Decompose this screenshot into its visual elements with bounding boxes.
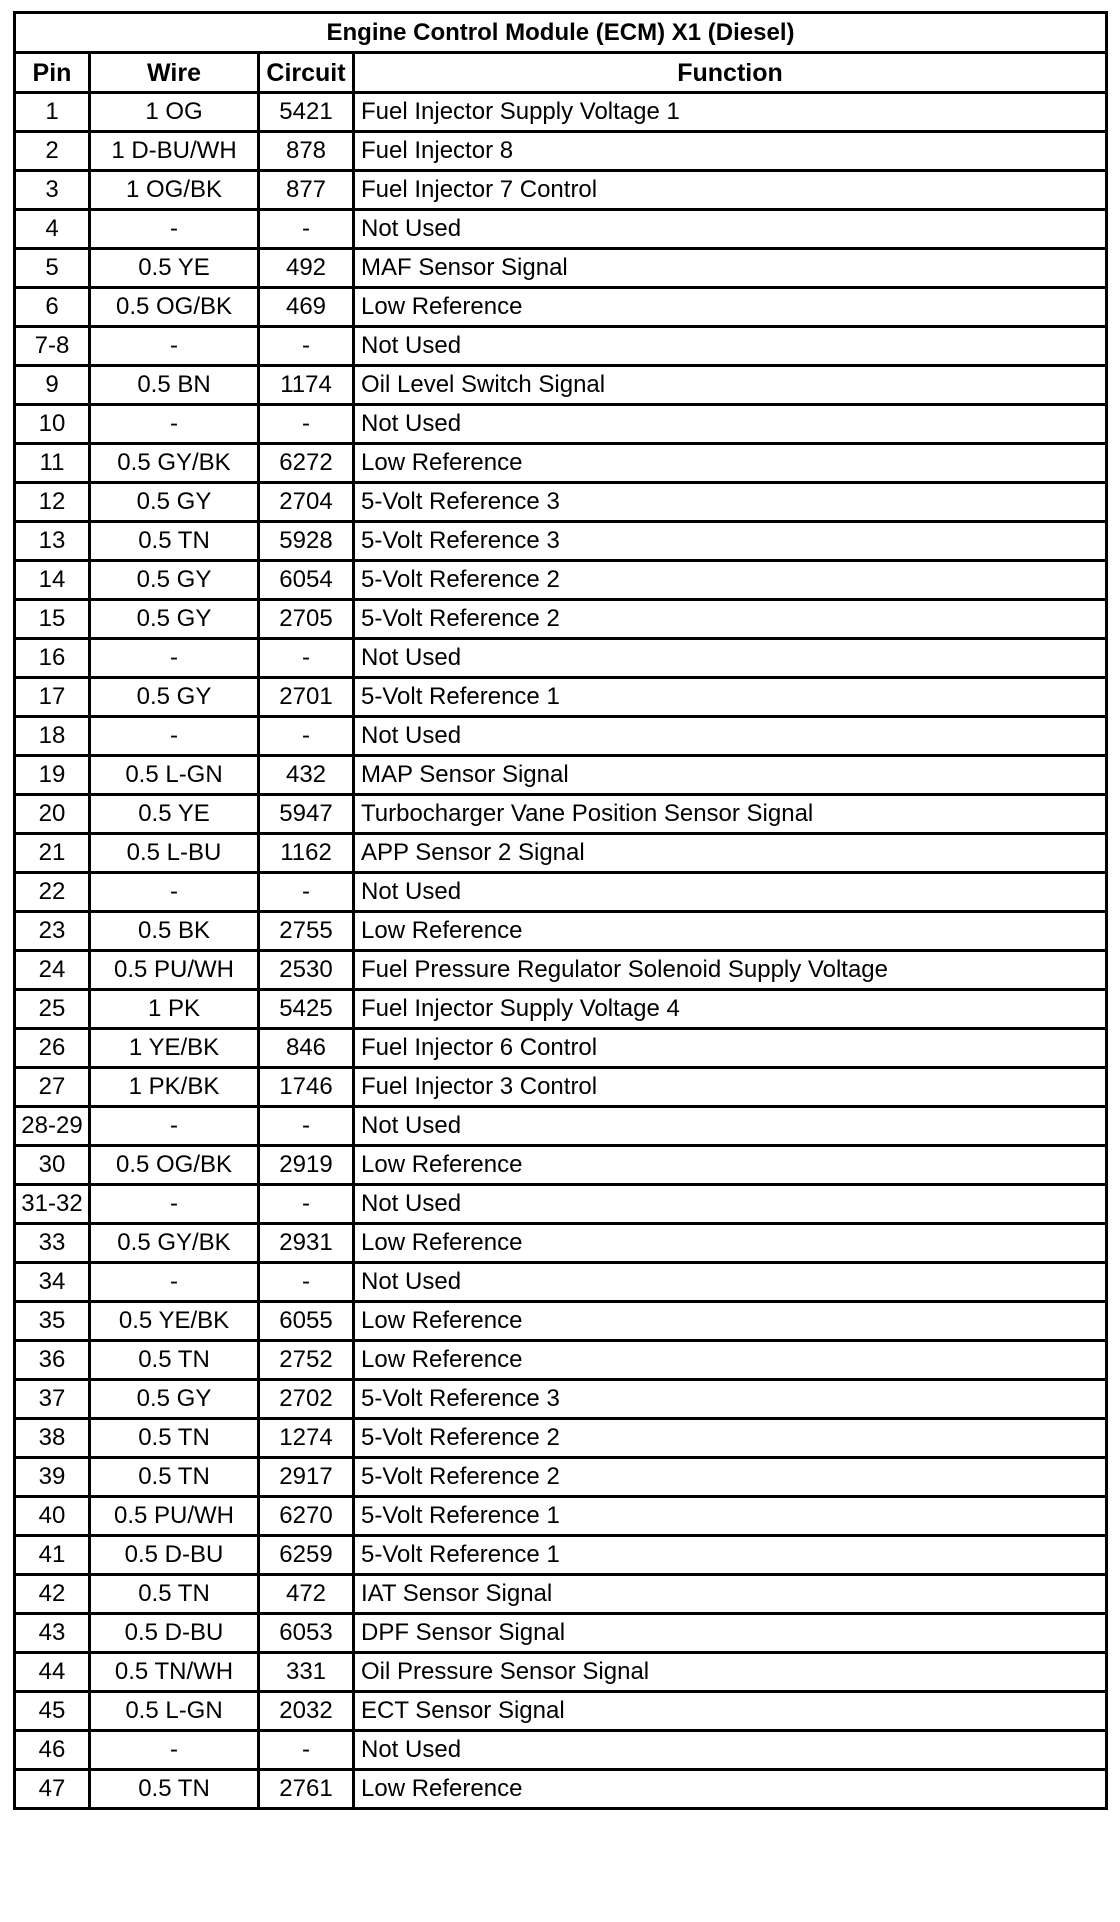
circuit-cell: 877	[259, 171, 354, 210]
circuit-cell: 5425	[259, 990, 354, 1029]
circuit-cell: -	[259, 210, 354, 249]
wire-cell: 0.5 YE/BK	[90, 1302, 259, 1341]
circuit-cell: 331	[259, 1653, 354, 1692]
circuit-cell: 5421	[259, 93, 354, 132]
function-cell: Low Reference	[354, 1302, 1107, 1341]
function-cell: Low Reference	[354, 1341, 1107, 1380]
pin-cell: 44	[15, 1653, 90, 1692]
pin-cell: 35	[15, 1302, 90, 1341]
pin-cell: 23	[15, 912, 90, 951]
table-row	[15, 1575, 1107, 1614]
table-row	[15, 561, 1107, 600]
wire-cell: 0.5 YE	[90, 795, 259, 834]
column-header-wire: Wire	[90, 53, 259, 93]
circuit-cell: 1162	[259, 834, 354, 873]
pin-cell: 21	[15, 834, 90, 873]
pin-cell: 27	[15, 1068, 90, 1107]
pin-cell: 2	[15, 132, 90, 171]
function-cell: Fuel Injector 8	[354, 132, 1107, 171]
circuit-cell: 1746	[259, 1068, 354, 1107]
table-row	[15, 1380, 1107, 1419]
pin-cell: 4	[15, 210, 90, 249]
function-cell: Low Reference	[354, 444, 1107, 483]
function-cell: Not Used	[354, 717, 1107, 756]
wire-cell: 1 OG/BK	[90, 171, 259, 210]
pin-cell: 43	[15, 1614, 90, 1653]
wire-cell: 0.5 OG/BK	[90, 288, 259, 327]
wire-cell: 1 PK	[90, 990, 259, 1029]
column-header-pin: Pin	[15, 53, 90, 93]
circuit-cell: -	[259, 717, 354, 756]
table-title-row	[15, 13, 1107, 53]
wire-cell: 0.5 GY/BK	[90, 444, 259, 483]
table-row	[15, 1653, 1107, 1692]
function-cell: Oil Level Switch Signal	[354, 366, 1107, 405]
pin-cell: 39	[15, 1458, 90, 1497]
wire-cell: -	[90, 210, 259, 249]
wire-cell: 1 YE/BK	[90, 1029, 259, 1068]
pin-cell: 28-29	[15, 1107, 90, 1146]
function-cell: 5-Volt Reference 2	[354, 561, 1107, 600]
table-row	[15, 1731, 1107, 1770]
table-row	[15, 132, 1107, 171]
circuit-cell: -	[259, 1107, 354, 1146]
circuit-cell: 6270	[259, 1497, 354, 1536]
pin-cell: 38	[15, 1419, 90, 1458]
pin-cell: 10	[15, 405, 90, 444]
table-row	[15, 1107, 1107, 1146]
circuit-cell: 432	[259, 756, 354, 795]
table-row	[15, 873, 1107, 912]
wire-cell: 0.5 BK	[90, 912, 259, 951]
wire-cell: 0.5 GY	[90, 561, 259, 600]
wire-cell: 0.5 TN	[90, 1575, 259, 1614]
pin-cell: 31-32	[15, 1185, 90, 1224]
table-row	[15, 1458, 1107, 1497]
pin-cell: 11	[15, 444, 90, 483]
circuit-cell: 2752	[259, 1341, 354, 1380]
table-row	[15, 1029, 1107, 1068]
function-cell: Oil Pressure Sensor Signal	[354, 1653, 1107, 1692]
table-row	[15, 522, 1107, 561]
circuit-cell: 492	[259, 249, 354, 288]
wire-cell: 0.5 L-GN	[90, 756, 259, 795]
circuit-cell: 6272	[259, 444, 354, 483]
function-cell: 5-Volt Reference 1	[354, 1536, 1107, 1575]
circuit-cell: -	[259, 639, 354, 678]
circuit-cell: 1274	[259, 1419, 354, 1458]
table-row	[15, 1185, 1107, 1224]
wire-cell: -	[90, 873, 259, 912]
function-cell: Not Used	[354, 1263, 1107, 1302]
table-row	[15, 1536, 1107, 1575]
wire-cell: 0.5 TN	[90, 1419, 259, 1458]
table-row	[15, 444, 1107, 483]
table-row	[15, 678, 1107, 717]
table-row	[15, 483, 1107, 522]
circuit-cell: -	[259, 327, 354, 366]
table-row	[15, 93, 1107, 132]
table-row	[15, 1068, 1107, 1107]
table-row	[15, 1302, 1107, 1341]
pin-cell: 12	[15, 483, 90, 522]
wire-cell: 1 PK/BK	[90, 1068, 259, 1107]
wire-cell: -	[90, 1107, 259, 1146]
table-row	[15, 1224, 1107, 1263]
function-cell: 5-Volt Reference 2	[354, 1419, 1107, 1458]
table-header-row	[15, 53, 1107, 93]
function-cell: Low Reference	[354, 912, 1107, 951]
pin-cell: 15	[15, 600, 90, 639]
function-cell: Fuel Injector 6 Control	[354, 1029, 1107, 1068]
pin-cell: 36	[15, 1341, 90, 1380]
pin-cell: 33	[15, 1224, 90, 1263]
function-cell: Turbocharger Vane Position Sensor Signal	[354, 795, 1107, 834]
table-row	[15, 405, 1107, 444]
table-row	[15, 171, 1107, 210]
table-row	[15, 717, 1107, 756]
function-cell: ECT Sensor Signal	[354, 1692, 1107, 1731]
pin-cell: 18	[15, 717, 90, 756]
wire-cell: -	[90, 327, 259, 366]
table-row	[15, 834, 1107, 873]
table-body	[15, 93, 1107, 1809]
function-cell: Low Reference	[354, 288, 1107, 327]
function-cell: Fuel Injector 3 Control	[354, 1068, 1107, 1107]
function-cell: Not Used	[354, 639, 1107, 678]
wire-cell: 0.5 TN	[90, 1458, 259, 1497]
pin-cell: 14	[15, 561, 90, 600]
wire-cell: 0.5 GY/BK	[90, 1224, 259, 1263]
function-cell: Not Used	[354, 1731, 1107, 1770]
pin-cell: 7-8	[15, 327, 90, 366]
pin-cell: 16	[15, 639, 90, 678]
function-cell: 5-Volt Reference 1	[354, 678, 1107, 717]
pin-cell: 41	[15, 1536, 90, 1575]
table-row	[15, 327, 1107, 366]
circuit-cell: 2701	[259, 678, 354, 717]
table-row	[15, 1692, 1107, 1731]
wire-cell: 0.5 L-BU	[90, 834, 259, 873]
function-cell: 5-Volt Reference 3	[354, 483, 1107, 522]
pin-cell: 6	[15, 288, 90, 327]
table-row	[15, 210, 1107, 249]
circuit-cell: 1174	[259, 366, 354, 405]
function-cell: 5-Volt Reference 2	[354, 600, 1107, 639]
wire-cell: 0.5 YE	[90, 249, 259, 288]
pin-cell: 5	[15, 249, 90, 288]
table-row	[15, 1497, 1107, 1536]
function-cell: Low Reference	[354, 1770, 1107, 1809]
table-row	[15, 249, 1107, 288]
function-cell: Not Used	[354, 873, 1107, 912]
circuit-cell: 6259	[259, 1536, 354, 1575]
function-cell: DPF Sensor Signal	[354, 1614, 1107, 1653]
circuit-cell: 2755	[259, 912, 354, 951]
function-cell: Fuel Injector 7 Control	[354, 171, 1107, 210]
wire-cell: 0.5 PU/WH	[90, 951, 259, 990]
circuit-cell: 5928	[259, 522, 354, 561]
wire-cell: 0.5 PU/WH	[90, 1497, 259, 1536]
column-header-function: Function	[354, 53, 1107, 93]
wire-cell: 0.5 D-BU	[90, 1614, 259, 1653]
circuit-cell: 6055	[259, 1302, 354, 1341]
function-cell: Low Reference	[354, 1224, 1107, 1263]
wire-cell: -	[90, 1263, 259, 1302]
circuit-cell: 6053	[259, 1614, 354, 1653]
table-row	[15, 1341, 1107, 1380]
function-cell: Not Used	[354, 327, 1107, 366]
circuit-cell: -	[259, 405, 354, 444]
circuit-cell: 878	[259, 132, 354, 171]
circuit-cell: 2530	[259, 951, 354, 990]
wire-cell: 0.5 TN	[90, 1341, 259, 1380]
wire-cell: -	[90, 405, 259, 444]
table-row	[15, 756, 1107, 795]
wire-cell: 0.5 BN	[90, 366, 259, 405]
pin-cell: 24	[15, 951, 90, 990]
circuit-cell: 5947	[259, 795, 354, 834]
circuit-cell: -	[259, 1731, 354, 1770]
table-row	[15, 990, 1107, 1029]
pin-cell: 45	[15, 1692, 90, 1731]
table-title: Engine Control Module (ECM) X1 (Diesel)	[15, 13, 1107, 53]
table-row	[15, 951, 1107, 990]
function-cell: 5-Volt Reference 3	[354, 1380, 1107, 1419]
pin-cell: 25	[15, 990, 90, 1029]
function-cell: Fuel Pressure Regulator Solenoid Supply Voltage	[354, 951, 1107, 990]
table-row	[15, 795, 1107, 834]
pin-cell: 40	[15, 1497, 90, 1536]
wire-cell: 0.5 TN	[90, 522, 259, 561]
circuit-cell: 2704	[259, 483, 354, 522]
wire-cell: 0.5 OG/BK	[90, 1146, 259, 1185]
circuit-cell: -	[259, 1185, 354, 1224]
table-row	[15, 1770, 1107, 1809]
table-row	[15, 600, 1107, 639]
wire-cell: 0.5 GY	[90, 483, 259, 522]
circuit-cell: 846	[259, 1029, 354, 1068]
function-cell: Not Used	[354, 1185, 1107, 1224]
pin-cell: 9	[15, 366, 90, 405]
circuit-cell: 2705	[259, 600, 354, 639]
wire-cell: 0.5 GY	[90, 1380, 259, 1419]
table-row	[15, 912, 1107, 951]
wire-cell: 0.5 GY	[90, 678, 259, 717]
table-row	[15, 639, 1107, 678]
function-cell: 5-Volt Reference 1	[354, 1497, 1107, 1536]
table-row	[15, 366, 1107, 405]
circuit-cell: 2761	[259, 1770, 354, 1809]
table-row	[15, 1419, 1107, 1458]
circuit-cell: -	[259, 1263, 354, 1302]
circuit-cell: 2931	[259, 1224, 354, 1263]
circuit-cell: 6054	[259, 561, 354, 600]
function-cell: Fuel Injector Supply Voltage 1	[354, 93, 1107, 132]
wire-cell: 1 OG	[90, 93, 259, 132]
pin-cell: 37	[15, 1380, 90, 1419]
circuit-cell: 2917	[259, 1458, 354, 1497]
pin-cell: 22	[15, 873, 90, 912]
function-cell: Not Used	[354, 210, 1107, 249]
pin-cell: 20	[15, 795, 90, 834]
wire-cell: 0.5 L-GN	[90, 1692, 259, 1731]
function-cell: MAF Sensor Signal	[354, 249, 1107, 288]
circuit-cell: 2919	[259, 1146, 354, 1185]
function-cell: Not Used	[354, 1107, 1107, 1146]
wire-cell: -	[90, 1185, 259, 1224]
function-cell: Low Reference	[354, 1146, 1107, 1185]
wire-cell: 1 D-BU/WH	[90, 132, 259, 171]
pin-cell: 13	[15, 522, 90, 561]
pin-cell: 42	[15, 1575, 90, 1614]
circuit-cell: -	[259, 873, 354, 912]
wire-cell: 0.5 TN/WH	[90, 1653, 259, 1692]
function-cell: Fuel Injector Supply Voltage 4	[354, 990, 1107, 1029]
table-row	[15, 1263, 1107, 1302]
pin-cell: 17	[15, 678, 90, 717]
function-cell: MAP Sensor Signal	[354, 756, 1107, 795]
pin-cell: 30	[15, 1146, 90, 1185]
wire-cell: 0.5 GY	[90, 600, 259, 639]
circuit-cell: 469	[259, 288, 354, 327]
connector-pinout-table	[13, 11, 1108, 1810]
circuit-cell: 2032	[259, 1692, 354, 1731]
table-row	[15, 1146, 1107, 1185]
function-cell: 5-Volt Reference 2	[354, 1458, 1107, 1497]
function-cell: 5-Volt Reference 3	[354, 522, 1107, 561]
wire-cell: 0.5 D-BU	[90, 1536, 259, 1575]
function-cell: Not Used	[354, 405, 1107, 444]
pin-cell: 34	[15, 1263, 90, 1302]
table-row	[15, 1614, 1107, 1653]
wire-cell: -	[90, 717, 259, 756]
pin-cell: 19	[15, 756, 90, 795]
function-cell: IAT Sensor Signal	[354, 1575, 1107, 1614]
table-row	[15, 288, 1107, 327]
wire-cell: 0.5 TN	[90, 1770, 259, 1809]
pin-cell: 1	[15, 93, 90, 132]
pin-cell: 3	[15, 171, 90, 210]
pin-cell: 46	[15, 1731, 90, 1770]
circuit-cell: 2702	[259, 1380, 354, 1419]
column-header-circuit: Circuit	[259, 53, 354, 93]
function-cell: APP Sensor 2 Signal	[354, 834, 1107, 873]
wire-cell: -	[90, 639, 259, 678]
circuit-cell: 472	[259, 1575, 354, 1614]
pin-cell: 26	[15, 1029, 90, 1068]
pin-cell: 47	[15, 1770, 90, 1809]
wire-cell: -	[90, 1731, 259, 1770]
